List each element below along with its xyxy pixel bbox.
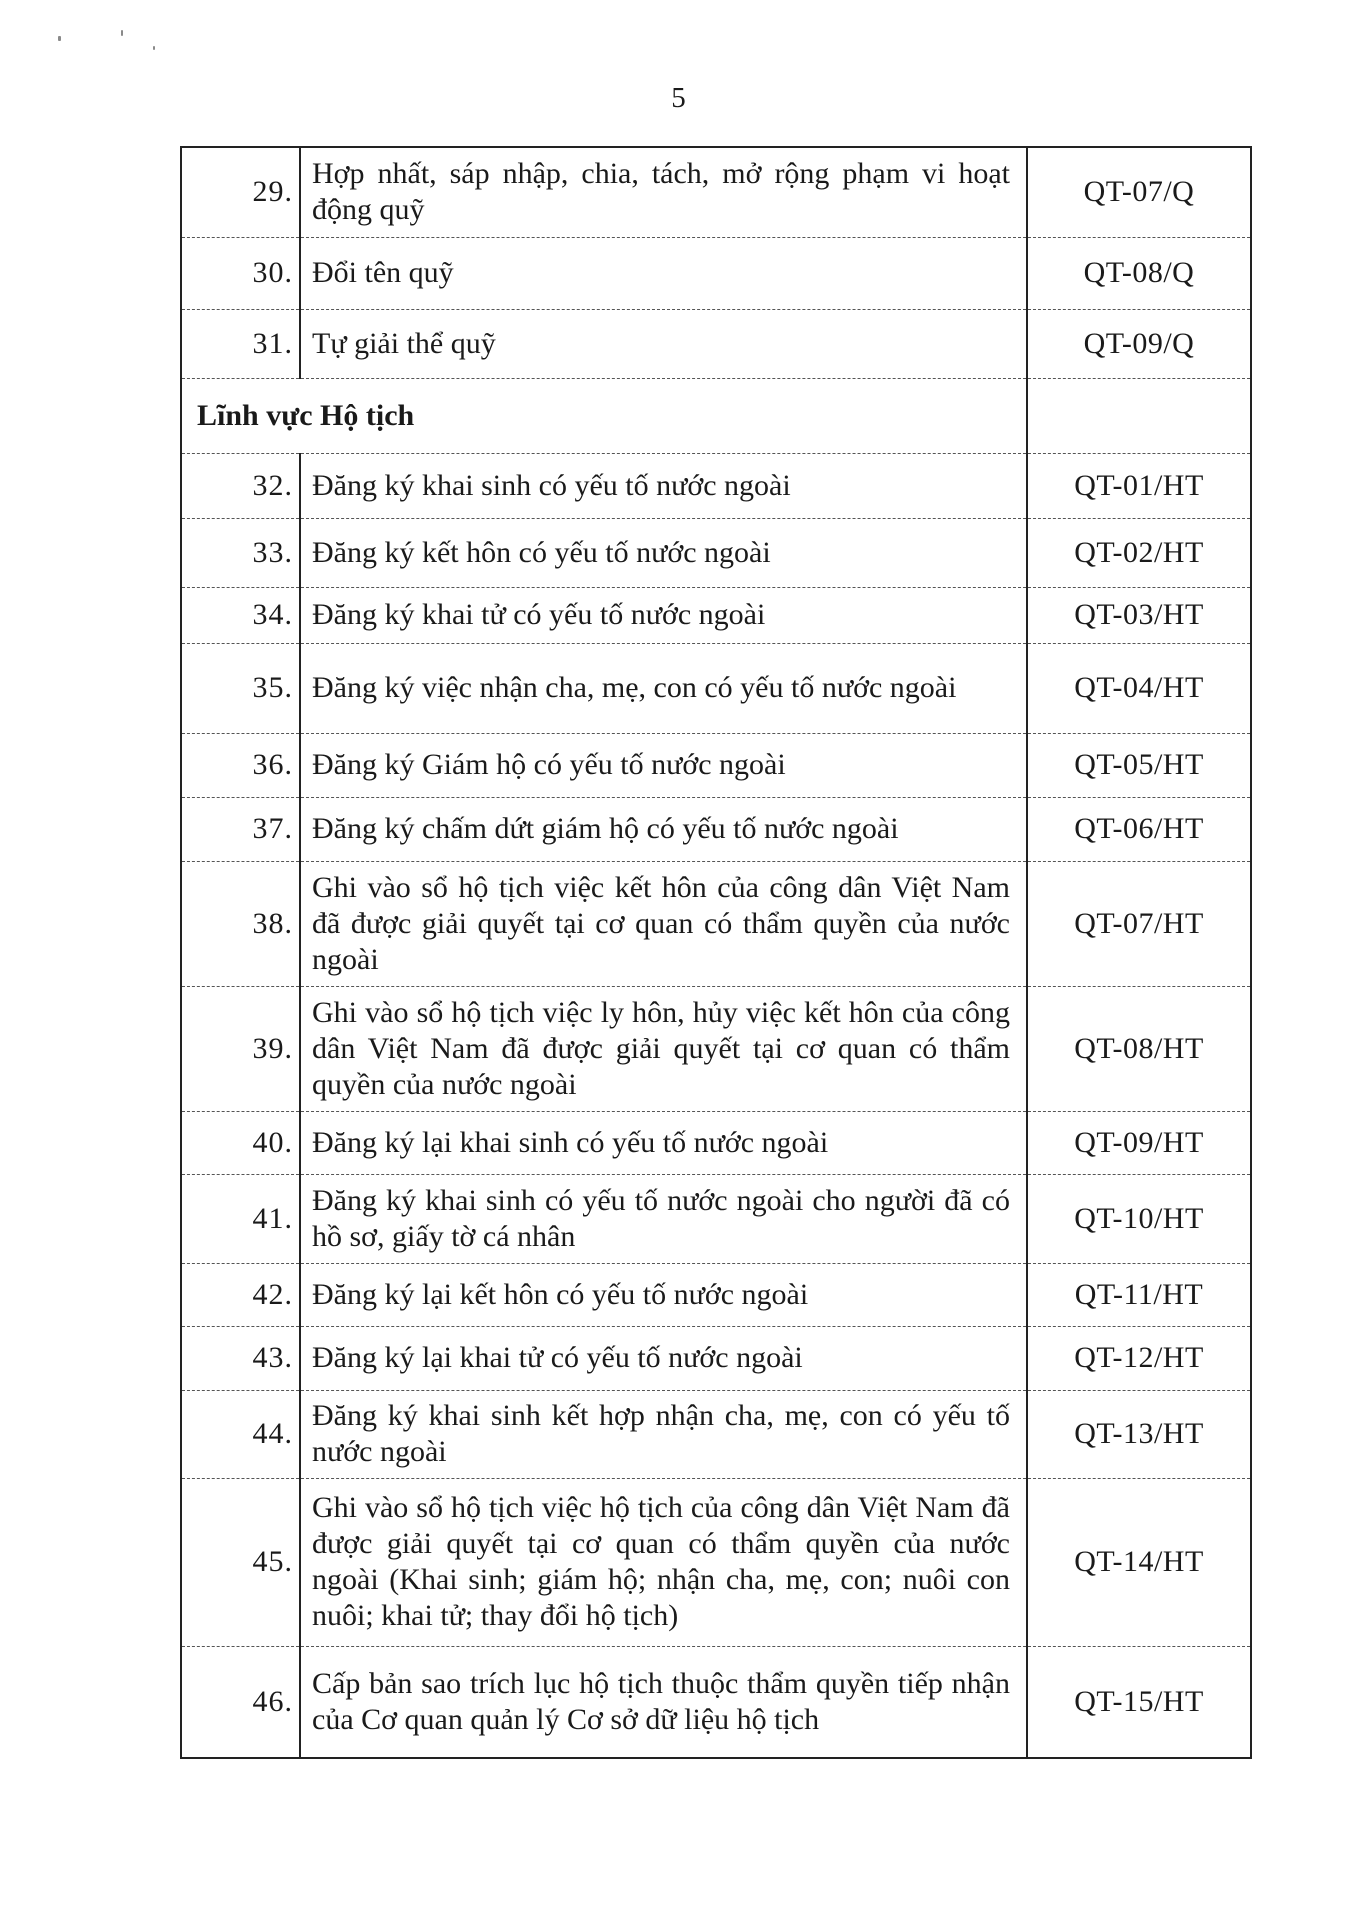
procedure-name: Cấp bản sao trích lục hộ tịch thuộc thẩm quyền tiếp nhận của Cơ quan quản lý Cơ sở dữ liệu hộ tịch <box>300 1646 1027 1758</box>
row-number: 36. <box>181 733 300 797</box>
table-row <box>181 1263 1251 1326</box>
procedure-name: Đăng ký khai tử có yếu tố nước ngoài <box>300 587 1027 643</box>
page-number: 5 <box>671 82 686 114</box>
row-number: 35. <box>181 643 300 733</box>
procedure-name: Đăng ký việc nhận cha, mẹ, con có yếu tố nước ngoài <box>300 643 1027 733</box>
procedure-name: Đăng ký Giám hộ có yếu tố nước ngoài <box>300 733 1027 797</box>
table-row <box>181 797 1251 861</box>
procedure-code: QT-09/Q <box>1027 309 1251 378</box>
table-row <box>181 518 1251 587</box>
procedure-name: Đăng ký khai sinh có yếu tố nước ngoài cho người đã có hồ sơ, giấy tờ cá nhân <box>300 1174 1027 1263</box>
row-number: 43. <box>181 1326 300 1390</box>
row-number: 32. <box>181 453 300 518</box>
row-number: 42. <box>181 1263 300 1326</box>
table-row <box>181 237 1251 309</box>
procedure-name: Đăng ký lại khai sinh có yếu tố nước ngoài <box>300 1111 1027 1174</box>
procedure-code: QT-03/HT <box>1027 587 1251 643</box>
scan-mark <box>58 36 61 41</box>
procedure-code: QT-08/Q <box>1027 237 1251 309</box>
table-row <box>181 986 1251 1111</box>
procedure-name: Tự giải thể quỹ <box>300 309 1027 378</box>
row-number: 39. <box>181 986 300 1111</box>
procedure-name: Ghi vào sổ hộ tịch việc hộ tịch của công dân Việt Nam đã được giải quyết tại cơ quan có thẩm quyền của nước ngoài (Khai sinh; giám hộ; nhận cha, mẹ, con; nuôi con nuôi; khai tử; thay đổi hộ tịch) <box>300 1478 1027 1646</box>
table-row <box>181 1478 1251 1646</box>
table-row <box>181 1326 1251 1390</box>
procedure-name: Ghi vào sổ hộ tịch việc ly hôn, hủy việc kết hôn của công dân Việt Nam đã được giải quyết tại cơ quan có thẩm quyền của nước ngoài <box>300 986 1027 1111</box>
row-number: 33. <box>181 518 300 587</box>
row-number: 45. <box>181 1478 300 1646</box>
procedure-name: Hợp nhất, sáp nhập, chia, tách, mở rộng phạm vi hoạt động quỹ <box>300 147 1027 237</box>
row-number: 29. <box>181 147 300 237</box>
procedure-code: QT-10/HT <box>1027 1174 1251 1263</box>
scan-mark <box>153 46 155 50</box>
table-row <box>181 147 1251 237</box>
table-row <box>181 453 1251 518</box>
table-row <box>181 1174 1251 1263</box>
table-row <box>181 733 1251 797</box>
row-number: 30. <box>181 237 300 309</box>
procedure-code: QT-12/HT <box>1027 1326 1251 1390</box>
procedure-code: QT-07/HT <box>1027 861 1251 986</box>
table-row <box>181 1390 1251 1478</box>
procedure-code: QT-01/HT <box>1027 453 1251 518</box>
row-number: 34. <box>181 587 300 643</box>
procedure-code: QT-08/HT <box>1027 986 1251 1111</box>
table-row <box>181 643 1251 733</box>
section-title: Lĩnh vực Hộ tịch <box>181 378 1027 453</box>
row-number: 31. <box>181 309 300 378</box>
row-number: 40. <box>181 1111 300 1174</box>
table-row <box>181 309 1251 378</box>
row-number: 41. <box>181 1174 300 1263</box>
procedure-name: Đăng ký chấm dứt giám hộ có yếu tố nước ngoài <box>300 797 1027 861</box>
procedure-name: Đăng ký lại khai tử có yếu tố nước ngoài <box>300 1326 1027 1390</box>
procedure-code: QT-13/HT <box>1027 1390 1251 1478</box>
procedure-code: QT-09/HT <box>1027 1111 1251 1174</box>
table-row <box>181 861 1251 986</box>
section-row <box>181 378 1251 453</box>
procedure-name: Đăng ký khai sinh kết hợp nhận cha, mẹ, con có yếu tố nước ngoài <box>300 1390 1027 1478</box>
procedure-code: QT-02/HT <box>1027 518 1251 587</box>
section-spacer <box>1027 378 1251 453</box>
row-number: 38. <box>181 861 300 986</box>
row-number: 37. <box>181 797 300 861</box>
procedure-code: QT-14/HT <box>1027 1478 1251 1646</box>
procedure-name: Đổi tên quỹ <box>300 237 1027 309</box>
procedure-name: Đăng ký kết hôn có yếu tố nước ngoài <box>300 518 1027 587</box>
procedure-code: QT-06/HT <box>1027 797 1251 861</box>
procedure-code: QT-07/Q <box>1027 147 1251 237</box>
procedure-name: Đăng ký khai sinh có yếu tố nước ngoài <box>300 453 1027 518</box>
procedure-code: QT-05/HT <box>1027 733 1251 797</box>
row-number: 44. <box>181 1390 300 1478</box>
scan-mark <box>121 30 123 36</box>
procedure-name: Đăng ký lại kết hôn có yếu tố nước ngoài <box>300 1263 1027 1326</box>
table-row <box>181 1646 1251 1758</box>
row-number: 46. <box>181 1646 300 1758</box>
procedure-table <box>180 146 1252 1759</box>
table-row <box>181 1111 1251 1174</box>
table-row <box>181 587 1251 643</box>
procedure-code: QT-15/HT <box>1027 1646 1251 1758</box>
procedure-code: QT-04/HT <box>1027 643 1251 733</box>
procedure-name: Ghi vào sổ hộ tịch việc kết hôn của công dân Việt Nam đã được giải quyết tại cơ quan có thẩm quyền của nước ngoài <box>300 861 1027 986</box>
procedure-code: QT-11/HT <box>1027 1263 1251 1326</box>
